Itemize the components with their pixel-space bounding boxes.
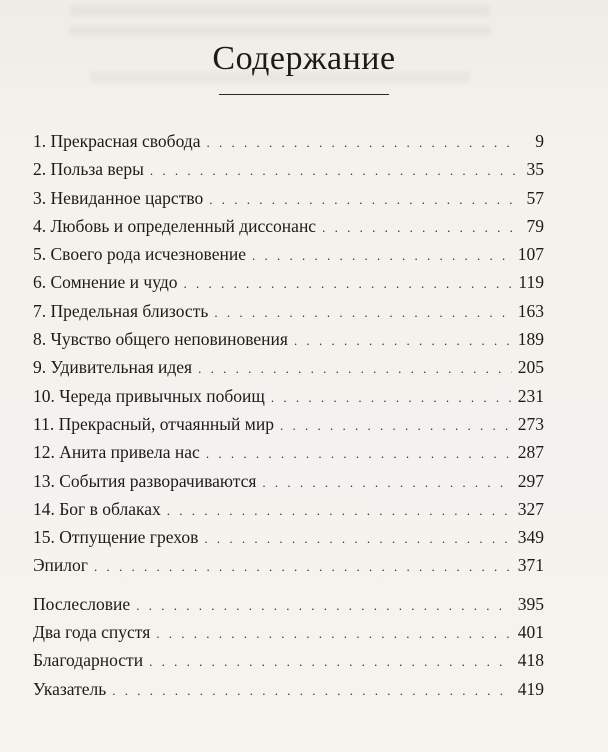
entry-title: 7. Предельная близость xyxy=(33,300,209,321)
dot-leader xyxy=(214,305,511,321)
dot-leader xyxy=(94,559,512,575)
page-number: 79 xyxy=(526,215,544,236)
toc-entry xyxy=(33,414,544,442)
page-number: 205 xyxy=(517,357,544,378)
entry-title: 1. Прекрасная свобода xyxy=(33,131,201,151)
entry-title: 9. Удивительная идея xyxy=(33,357,193,378)
toc-entry xyxy=(33,555,544,583)
entry-title: 8. Чувство общего неповиновения xyxy=(33,329,288,350)
page-number: 395 xyxy=(517,593,544,614)
entry-title: Эпилог xyxy=(33,555,88,576)
dot-leader xyxy=(136,598,512,614)
dot-leader xyxy=(294,333,512,349)
dot-leader xyxy=(198,361,512,377)
dot-leader xyxy=(280,418,512,434)
toc-entry xyxy=(33,159,544,187)
dot-leader xyxy=(150,163,516,179)
page-number: 119 xyxy=(518,272,544,293)
dot-leader xyxy=(271,390,512,406)
entry-title: 2. Польза веры xyxy=(33,159,144,180)
entry-title: 14. Бог в облаках xyxy=(33,498,161,519)
dot-leader xyxy=(252,248,512,264)
entry-title: Послесловие xyxy=(33,593,131,614)
page-number: 189 xyxy=(517,329,544,350)
page-number: 327 xyxy=(517,498,544,519)
toc-entry xyxy=(33,679,544,707)
toc-entry xyxy=(33,301,544,329)
entry-title: 15. Отпущение грехов xyxy=(33,527,199,548)
page-number: 107 xyxy=(517,244,544,265)
toc-entry xyxy=(33,216,544,244)
entry-title: 11. Прекрасный, отчаянный мир xyxy=(33,413,274,434)
dot-leader xyxy=(206,135,516,151)
toc-entry xyxy=(33,386,544,414)
toc-entry xyxy=(33,471,544,499)
toc-entry xyxy=(33,594,544,622)
dot-leader xyxy=(184,276,513,292)
page-number: 418 xyxy=(517,650,544,671)
dot-leader xyxy=(149,654,512,670)
toc-entry xyxy=(33,244,544,272)
toc-entry xyxy=(33,272,544,300)
toc-entry xyxy=(33,499,544,527)
page-number: 297 xyxy=(517,470,544,491)
page-number: 57 xyxy=(526,187,544,208)
page-number: 401 xyxy=(517,622,544,643)
dot-leader xyxy=(322,220,516,236)
entry-title: 6. Сомнение и чудо xyxy=(33,272,178,293)
entry-title: 4. Любовь и определенный диссонанс xyxy=(33,215,317,236)
entry-title: Благодарности xyxy=(33,650,144,671)
toc-entry xyxy=(33,357,544,385)
entry-title: Два года спустя xyxy=(33,622,151,643)
dot-leader xyxy=(167,503,512,519)
section-gap xyxy=(33,584,544,594)
page-number: 419 xyxy=(517,678,544,699)
toc-entry xyxy=(33,131,544,159)
toc-entry xyxy=(33,527,544,555)
toc-entry xyxy=(33,442,544,470)
entry-title: 3. Невиданное царство xyxy=(33,187,204,208)
dot-leader xyxy=(204,531,511,547)
chapter-list xyxy=(33,131,544,584)
page-number: 349 xyxy=(517,527,544,548)
entry-title: 10. Череда привычных побоищ xyxy=(33,385,265,406)
entry-title: 5. Своего рода исчезновение xyxy=(33,244,246,265)
show-through-text xyxy=(70,6,490,16)
page-number: 9 xyxy=(535,131,544,151)
table-of-contents xyxy=(33,131,544,707)
entry-title: 13. События разворачиваются xyxy=(33,470,257,491)
entry-title: 12. Анита привела нас xyxy=(33,442,200,463)
dot-leader xyxy=(112,683,512,699)
show-through-text xyxy=(70,26,490,36)
page-number: 273 xyxy=(517,413,544,434)
entry-title: Указатель xyxy=(33,678,107,699)
dot-leader xyxy=(206,446,512,462)
page-number: 35 xyxy=(526,159,544,180)
title-rule xyxy=(219,94,389,95)
page-title: Содержание xyxy=(212,40,396,77)
toc-entry xyxy=(33,329,544,357)
toc-entry xyxy=(33,622,544,650)
back-matter-list xyxy=(33,594,544,707)
dot-leader xyxy=(156,626,511,642)
toc-entry xyxy=(33,188,544,216)
toc-entry xyxy=(33,650,544,678)
dot-leader xyxy=(262,475,511,491)
page-number: 287 xyxy=(517,442,544,463)
dot-leader xyxy=(209,192,516,208)
page-number: 163 xyxy=(517,300,544,321)
page-number: 371 xyxy=(517,555,544,576)
page-number: 231 xyxy=(517,385,544,406)
